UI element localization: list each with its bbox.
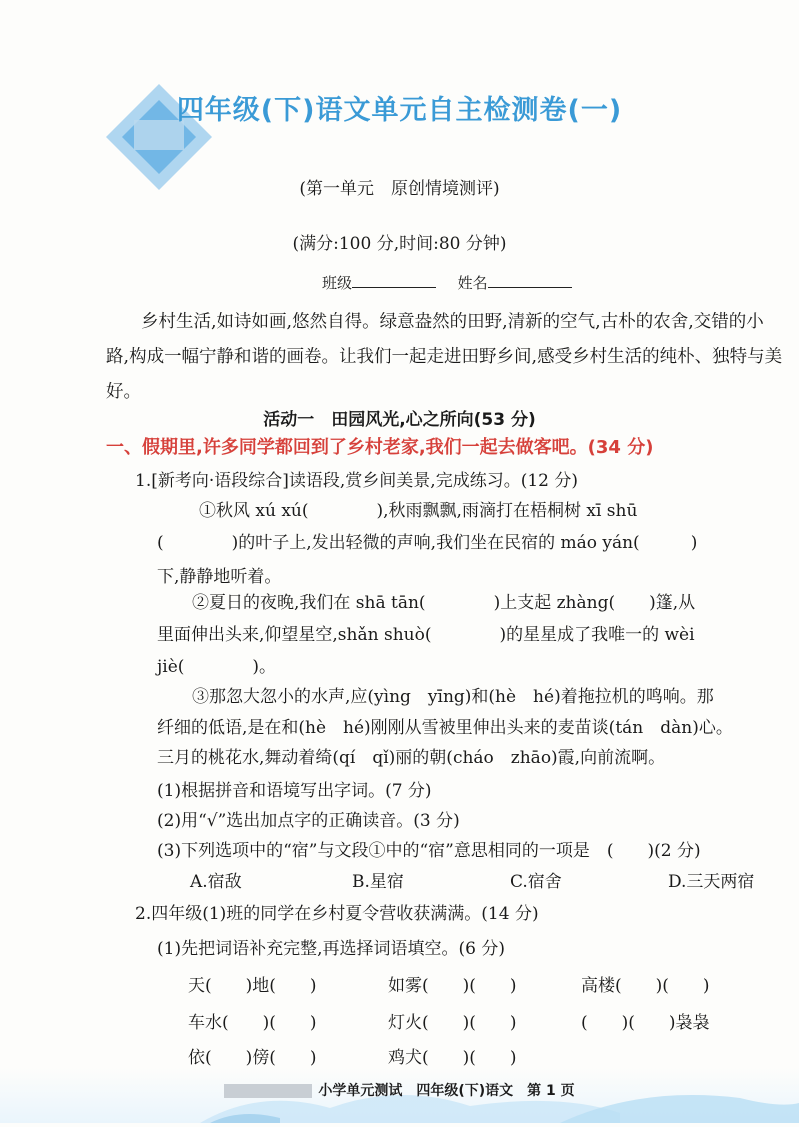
q1-p1-line3: 下,静静地听着。 [157, 567, 282, 587]
word-blank-5[interactable]: 灯火( )( ) [388, 1013, 517, 1033]
footer [0, 1080, 799, 1100]
q1-heading: 1.[新考向·语段综合]读语段,赏乡间美景,完成练习。(12 分) [135, 471, 578, 491]
q1-p3-line2: 纤细的低语,是在和(hè hé)刚刚从雪被里伸出头来的麦苗谈(tán dàn)心。 [157, 718, 733, 738]
q1-p2-line1: ②夏日的夜晚,我们在 shā tān( )上支起 zhàng( )篷,从 [192, 593, 696, 613]
option-a[interactable]: A.宿敌 [190, 872, 242, 892]
word-blank-1[interactable]: 天( )地( ) [188, 976, 317, 996]
name-label: 姓名 [457, 274, 488, 292]
q2-sub1: (1)先把词语补充完整,再选择词语填空。(6 分) [157, 939, 505, 959]
part-one-heading: 一、假期里,许多同学都回到了乡村老家,我们一起去做客吧。(34 分) [106, 437, 654, 458]
word-blank-2[interactable]: 如雾( )( ) [388, 976, 517, 996]
word-blank-3[interactable]: 高楼( )( ) [581, 976, 710, 996]
option-b[interactable]: B.星宿 [352, 872, 404, 892]
blurred-publisher-logo [224, 1084, 312, 1098]
name-field[interactable] [488, 273, 572, 288]
q1-sub3: (3)下列选项中的“宿”与文段①中的“宿”意思相同的一项是 ( )(2 分) [157, 841, 701, 861]
option-c[interactable]: C.宿舍 [510, 872, 562, 892]
class-field[interactable] [352, 273, 436, 288]
word-blank-6[interactable]: ( )( )袅袅 [581, 1013, 710, 1033]
footer-text: 小学单元测试 四年级(下)语文 第 1 页 [318, 1083, 575, 1099]
option-d[interactable]: D.三天两宿 [668, 872, 755, 892]
q1-p3-line1: ③那忽大忽小的水声,应(yìng yīng)和(hè hé)着拖拉机的鸣响。那 [192, 687, 714, 707]
q1-p1-line1: ①秋风 xú xú( ),秋雨飘飘,雨滴打在梧桐树 xī shū [199, 501, 638, 521]
subtitle: (第一单元 原创情境测评) [299, 179, 500, 199]
q1-sub2: (2)用“√”选出加点字的正确读音。(3 分) [157, 811, 460, 831]
word-blank-7[interactable]: 依( )傍( ) [188, 1048, 317, 1068]
q1-p3-line3: 三月的桃花水,舞动着绮(qí qǐ)丽的朝(cháo zhāo)霞,向前流啊。 [157, 748, 666, 768]
q1-sub1: (1)根据拼音和语境写出字词。(7 分) [157, 781, 432, 801]
activity-heading: 活动一 田园风光,心之所向(53 分) [263, 410, 536, 430]
page-title: 四年级(下)语文单元自主检测卷(一) [176, 95, 623, 126]
q2-heading: 2.四年级(1)班的同学在乡村夏令营收获满满。(14 分) [135, 904, 539, 924]
word-blank-8[interactable]: 鸡犬( )( ) [388, 1048, 517, 1068]
q1-p1-line2: ( )的叶子上,发出轻微的声响,我们坐在民宿的 máo yán( ) [157, 533, 698, 553]
class-name-row [322, 272, 572, 293]
score-time: (满分:100 分,时间:80 分钟) [292, 234, 507, 254]
q1-p2-line3: jiè( )。 [157, 657, 277, 677]
intro-paragraph: 乡村生活,如诗如画,悠然自得。绿意盎然的田野,清新的空气,古朴的农舍,交错的小路,构成一幅宁静和谐的画卷。让我们一起走进田野乡间,感受乡村生活的纯朴、独特与美好。 [106, 312, 783, 402]
word-blank-4[interactable]: 车水( )( ) [188, 1013, 317, 1033]
class-label: 班级 [322, 274, 353, 292]
q1-p2-line2: 里面伸出头来,仰望星空,shǎn shuò( )的星星成了我唯一的 wèi [157, 625, 695, 645]
